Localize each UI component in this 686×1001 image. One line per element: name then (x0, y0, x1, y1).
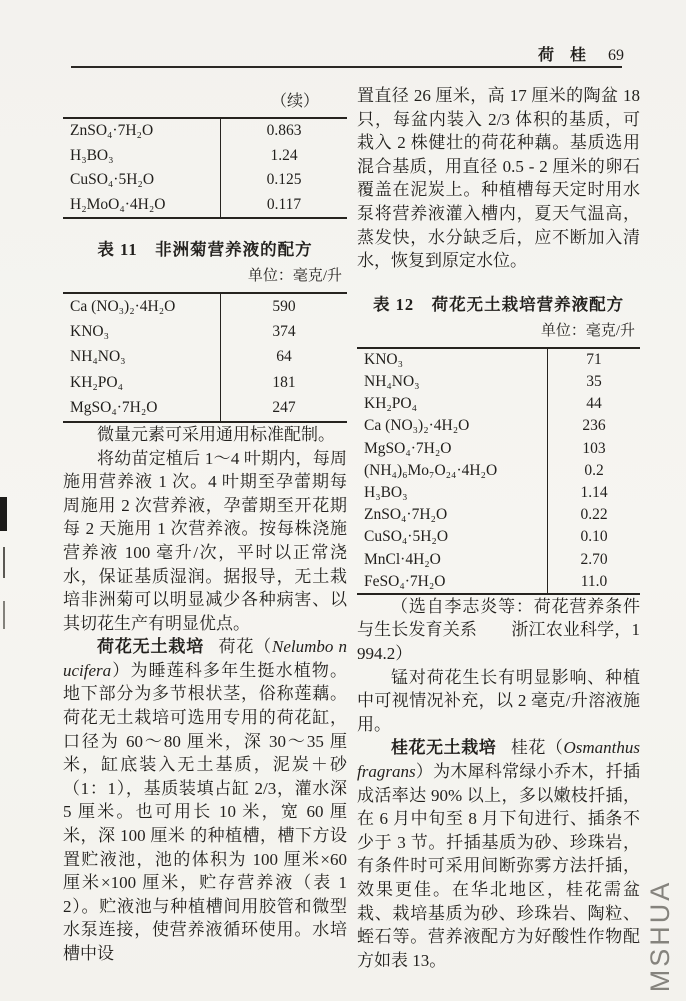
compound-formula: FeSO₄·7H₂O (357, 571, 548, 593)
compound-formula: KNO₃ (63, 319, 221, 344)
paragraph-pot-setup: 置直径 26 厘米，高 17 厘米的陶盆 18 只，每盆内装入 2/3 体积的基质，可栽入 2 株健壮的荷花种藕。基质选用混合基质，用直径 0.5 - 2 厘米的卵石覆盖在泥炭上。种植槽每天定时用水泵将营养液灌入槽内，夏天气温高，蒸发快，水分缺乏后，应不断加入清水，恢复到原定水位。 (357, 86, 640, 271)
table-row (357, 371, 640, 393)
lotus-body-text: ）为睡莲科多年生挺水植物。地下部分为多节根状茎，俗称莲藕。荷花无土栽培可选用专用的荷花缸，口径为 60～80 厘米，深 30～35 厘米，缸底装入无土基质，泥炭＋砂（1：1），基质装填占缸 2/3，灌水深 5 厘米。也可用长 10 米，宽 60 厘米，深 100 厘米 的种植槽，槽下方设置贮液池，池的体积为 100 厘米×60 厘米×100 厘米，贮存营养液（表 12）。贮液池与种植槽间用胶管和微型水泵连接，使营养液循环使用。水培槽中设 (63, 660, 347, 964)
compound-formula: CuSO₄·5H₂O (357, 526, 548, 548)
table-row (357, 526, 640, 548)
table-row (63, 193, 347, 218)
compound-formula: NH₄NO₃ (357, 371, 548, 393)
scan-edge-mark (0, 497, 7, 531)
compound-value: 247 (272, 399, 296, 417)
table11-gerbera-formula (63, 292, 347, 423)
source-citation: （选自李志炎等：荷花营养条件与生长发育关系 浙江农业科学，1994.2） (357, 596, 640, 663)
scan-edge-mark (3, 601, 5, 629)
section-heading-lotus: 荷花无土栽培 (97, 637, 205, 657)
section-heading-osmanthus: 桂花无土栽培 (391, 738, 497, 758)
osmanthus-lead-text: 桂花（ (510, 738, 564, 758)
compound-formula: H₃BO₃ (357, 482, 548, 504)
paragraph-feeding-schedule: 将幼苗定植后 1～4 叶期内，每周施用营养液 1 次。4 叶期至孕蕾期每周施用 2 次营养液，孕蕾期至开花期每 2 天施用 1 次营养液。按每株浇施营养液 100 毫升/次，平时以正常浇水，保证基质湿润。据报导，无土栽培非洲菊可以明显减少各种病害、以其切花生产有明显优点。 (63, 448, 347, 633)
compound-value: 236 (582, 417, 606, 435)
table-row (63, 396, 347, 421)
table11-title: 表 11 非洲菊营养液的配方 (97, 240, 313, 259)
compound-value: 374 (272, 323, 296, 341)
compound-formula: MgSO₄·7H₂O (63, 396, 221, 421)
compound-value: 71 (586, 350, 602, 368)
running-title: 荷 桂 (537, 47, 592, 64)
table12-title: 表 12 荷花无土栽培营养液配方 (372, 294, 625, 314)
compound-formula: KH₂PO₄ (357, 393, 548, 415)
compound-formula: NH₄NO₃ (63, 345, 221, 370)
table-row (63, 319, 347, 344)
left-column (63, 84, 347, 966)
compound-formula: ZnSO₄·7H₂O (357, 504, 548, 526)
compound-formula: H₂MoO₄·4H₂O (63, 193, 221, 218)
compound-value: 11.0 (580, 572, 608, 590)
paragraph-lotus-culture (63, 635, 347, 965)
table-row (357, 482, 640, 504)
compound-value: 1.24 (270, 146, 298, 164)
compound-value: 103 (582, 439, 606, 457)
compound-value: 0.2 (584, 461, 604, 479)
table-row (357, 504, 640, 526)
osmanthus-body-text: ）为木犀科常绿小乔木，扦插成活率达 90% 以上，多以嫩枝扦插，在 6 月中旬至 8 月下旬进行、插条不少于 3 节。扦插基质为砂、珍珠岩，有条件时可采用间断弥雾方法扦插，效果更佳。在华北地区，桂花需盆栽、栽培基质为砂、珍珠岩、陶粒、蛭石等。营养液配方为好酸性作物配方如表 13。 (357, 761, 640, 970)
table12-lotus-formula (357, 347, 640, 595)
compound-value: 64 (276, 348, 292, 366)
compound-value: 0.22 (580, 506, 608, 524)
compound-formula: (NH₄)₆Mo₇O₂₄·4H₂O (357, 460, 548, 482)
lotus-lead-text: 荷花（ (218, 637, 273, 657)
compound-value: 0.125 (266, 171, 302, 189)
compound-value: 181 (272, 373, 296, 391)
compound-value: 35 (586, 373, 602, 391)
table-row (357, 438, 640, 460)
paragraph-manganese: 锰对荷花生长有明显影响、种植中可视情况补充，以 2 毫克/升溶液施用。 (357, 667, 640, 734)
compound-formula: MgSO₄·7H₂O (357, 438, 548, 460)
table-row (357, 349, 640, 371)
table-row (63, 370, 347, 395)
table-row (63, 168, 347, 193)
table-row (357, 548, 640, 570)
lotus-species-name: Nelumbo nucifera (63, 637, 348, 680)
table-row (63, 144, 347, 169)
compound-formula: KH₂PO₄ (63, 370, 221, 395)
compound-value: 44 (586, 395, 602, 413)
compound-formula: KNO₃ (357, 349, 548, 371)
osmanthus-species-name: Osmanthus fragrans (357, 738, 641, 781)
table-row (63, 294, 347, 319)
table-row (357, 571, 640, 593)
compound-value: 0.10 (580, 528, 608, 546)
paragraph-trace-elements: 微量元素可采用通用标准配制。 (97, 424, 335, 444)
compound-formula: CuSO₄·5H₂O (63, 168, 221, 193)
compound-value: 590 (272, 297, 296, 315)
compound-value: 2.70 (580, 550, 608, 568)
compound-formula: Ca (NO₃)₂·4H₂O (63, 294, 221, 319)
scan-edge-mark (3, 547, 5, 578)
table-row (357, 415, 640, 437)
paragraph-osmanthus-culture (357, 736, 640, 972)
table11-unit: 单位：毫克/升 (247, 268, 342, 284)
mshua-watermark: MSHUA (645, 879, 675, 993)
compound-formula: Ca (NO₃)₂·4H₂O (357, 415, 548, 437)
header-rule (71, 66, 622, 68)
page-header (538, 42, 624, 65)
nutrient-table-continued (63, 117, 347, 219)
table-row (63, 345, 347, 370)
compound-formula: MnCl·4H₂O (357, 548, 548, 570)
table-row (63, 119, 347, 144)
page-number: 69 (608, 47, 624, 64)
compound-value: 1.14 (580, 483, 608, 501)
compound-value: 0.117 (266, 195, 302, 213)
compound-formula: H₃BO₃ (63, 144, 221, 169)
table-row (357, 393, 640, 415)
table12-unit: 单位：毫克/升 (540, 322, 635, 339)
right-column (357, 84, 640, 972)
compound-value: 0.863 (266, 122, 302, 140)
table-row (357, 460, 640, 482)
compound-formula: ZnSO₄·7H₂O (63, 119, 221, 144)
table-continued-label: （续） (270, 93, 319, 110)
